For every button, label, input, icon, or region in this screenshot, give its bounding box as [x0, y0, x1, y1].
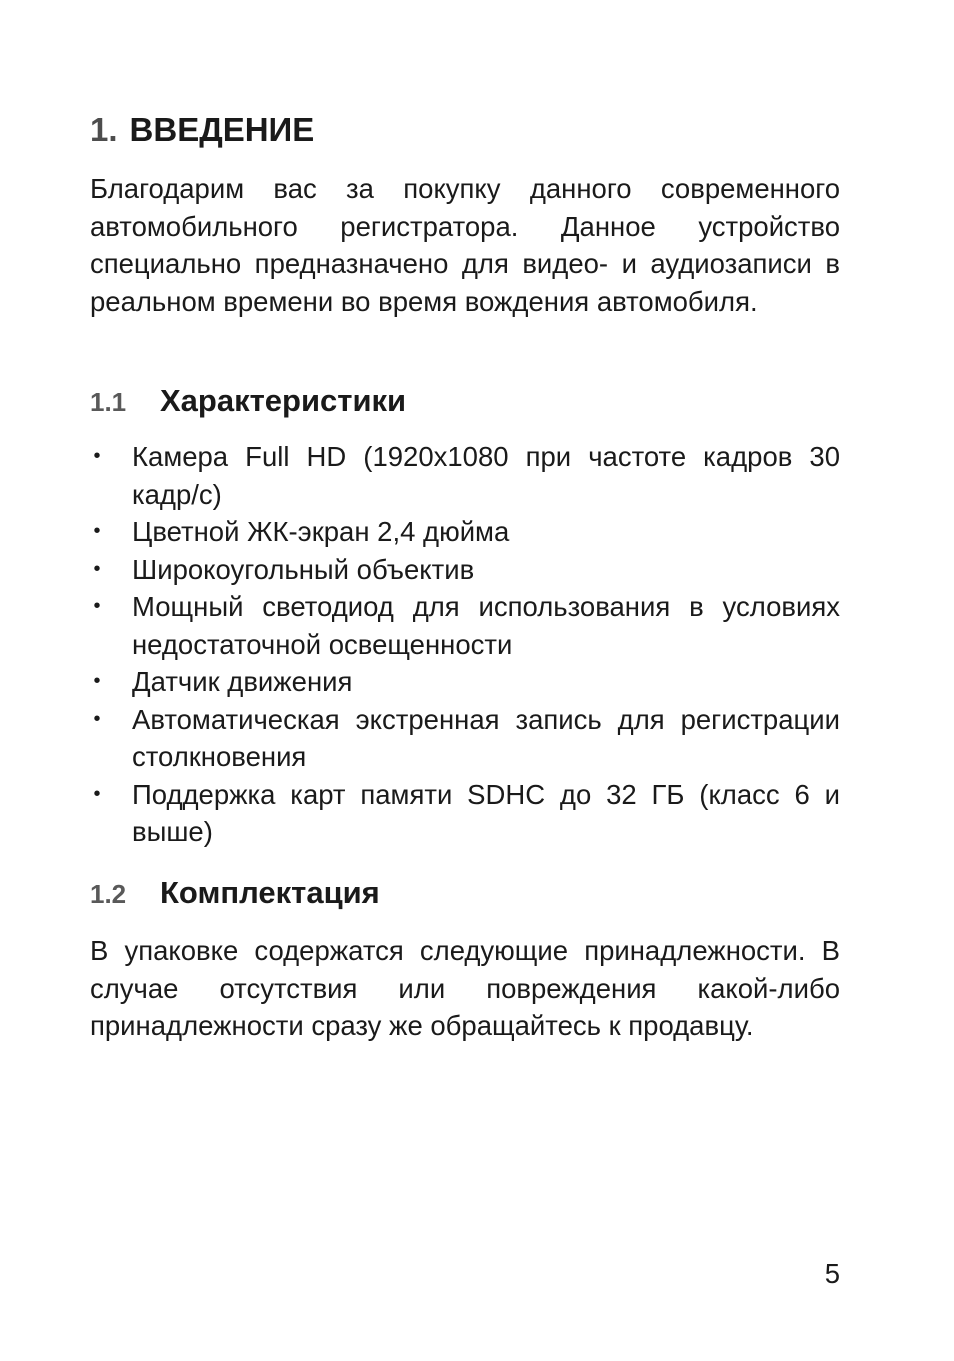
list-item-text: Поддержка карт памяти SDHC до 32 ГБ (класс 6 и выше) — [132, 778, 840, 847]
kit-paragraph: В упаковке содержатся следующие принадлежности. В случае отсутствия или повреждения какой-либо принадлежности сразу же обращайтесь к продавцу. — [90, 935, 840, 1041]
bullet-icon: • — [93, 595, 101, 617]
features-number: 1.1 — [90, 387, 127, 417]
bullet-icon: • — [93, 782, 101, 805]
bullet-icon: • — [93, 670, 101, 692]
list-item — [90, 701, 840, 776]
kit-number: 1.2 — [90, 879, 127, 909]
section-heading — [90, 108, 314, 152]
list-item — [90, 551, 840, 589]
page-number: 5 — [824, 1258, 840, 1289]
features-list — [90, 438, 840, 851]
intro-paragraph: Благодарим вас за покупку данного современного автомобильного регистратора. Данное устройство специально предназначено для видео- и аудиозаписи в реальном времени во время вождения автомобиля. — [90, 173, 840, 317]
features-heading — [90, 381, 406, 422]
list-item-text: Автоматическая экстренная запись для регистрации столкновения — [132, 703, 840, 772]
list-item — [90, 438, 840, 513]
kit-heading — [90, 873, 380, 914]
bullet-icon: • — [93, 445, 101, 467]
list-item — [90, 513, 840, 551]
kit-title: Комплектация — [160, 875, 380, 910]
bullet-icon: • — [93, 557, 101, 580]
list-item — [90, 663, 840, 701]
list-item-text: Камера Full HD (1920x1080 при частоте кадров 30 кадр/с) — [132, 441, 840, 510]
section-title: ВВЕДЕНИЕ — [129, 111, 315, 148]
list-item-text: Цветной ЖК-экран 2,4 дюйма — [132, 516, 510, 547]
list-item-text: Широкоугольный объектив — [132, 553, 475, 585]
list-item-text: Датчик движения — [132, 666, 353, 697]
bullet-icon: • — [93, 520, 101, 542]
bullet-icon: • — [93, 707, 101, 730]
features-title: Характеристики — [160, 383, 407, 418]
manual-page — [90, 0, 840, 1361]
section-number: 1. — [90, 111, 118, 148]
list-item-text: Мощный светодиод для использования в условиях недостаточной освещенности — [132, 591, 840, 660]
list-item — [90, 776, 840, 851]
list-item — [90, 588, 840, 663]
